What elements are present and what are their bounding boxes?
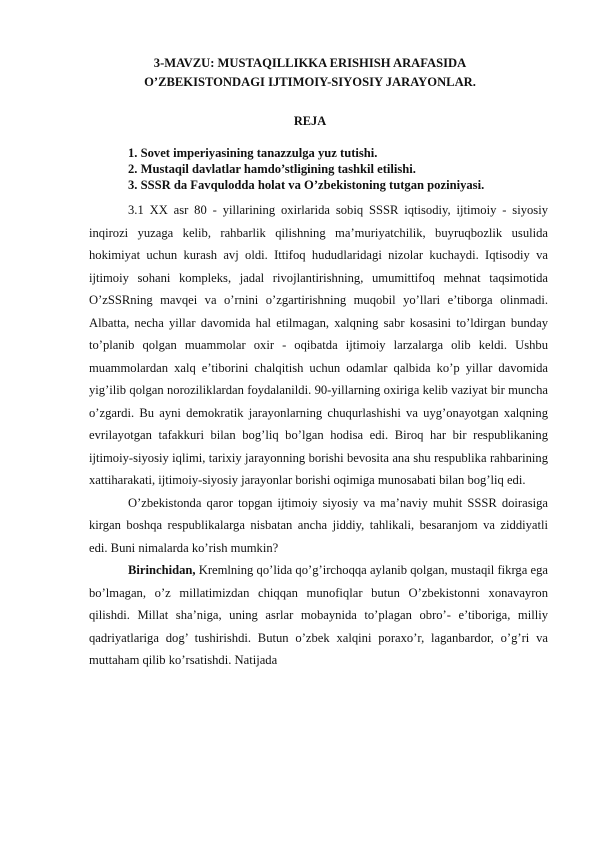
paragraph-1-text: 3.1 XX asr 80 - yillarining oxirlarida sobiq SSSR iqtisodiy, ijtimoiy - siyosiy inqirozi yuzaga kelib, rahbarlik qilishning ma’muriyatchilik, buyruqbozlik usulida hokimiyat uchun kurash avj oldi. Ittifoq hududlaridagi nizolar kuchaydi. Iqtisodiy va ijtimoiy sohani kompleks, jadal rivojlantirishning, umumittifoq mehnat taqsimotida O’zSSRning mavqei va o’rnini o’zgartirishning muqobil yo’llari e’tiborga olinmadi. Albatta, necha yillar davomida hal etilmagan, xalqning sabr kosasini to’ldirgan bunday to’planib qolgan muammolar oxir - oqibatda ijtimoiy larzalarga olib keldi. Ushbu muammolardan xalq e’tiborini chalqitish uchun odamlar qalbida ko’p yillar davomida yig’ilib qolgan noroziliklardan foydalanildi. 90-yillarning oxiriga kelib vaziyat bir muncha o’zgardi. Bu ayni demokratik jarayonlarning chuqurlashishi va uyg’onayotgan xalqning evrilayotgan tafakkuri bilan bog’liq bo’lgan hodisa edi. Biroq har bir respublikaning ijtimoiy-siyosiy iqlimi, tarixiy jarayonning borishi bevosita ana shu respublika rahbarining xattiharakati, ijtimoiy-siyosiy jarayonlar borishi oqimiga munosabati bilan bog’liq edi. <box>89 203 548 487</box>
plan-item-2: 2. Mustaqil davlatlar hamdo’stligining tashkil etilishi. <box>128 162 416 176</box>
plan-item-1: 1. Sovet imperiyasining tanazzulga yuz tutishi. <box>128 146 378 160</box>
paragraph-1 <box>89 199 548 492</box>
paragraph-2-text: O’zbekistonda qaror topgan ijtimoiy siyosiy va ma’naviy muhit SSSR doirasiga kirgan boshqa respublikalarga nisbatan ancha jiddiy, tahlikali, besaranjom va ziddiyatli edi. Buni nimalarda ko’rish mumkin? <box>89 495 548 555</box>
document-title-line-2: O’ZBEKISTONDAGI IJTIMOIY-SIYOSIY JARAYONLAR. <box>144 75 476 89</box>
document-title-line-1: 3-MAVZU: MUSTAQILLIKKA ERISHISH ARAFASIDA <box>153 56 467 70</box>
paragraph-2 <box>89 492 548 560</box>
body-text <box>89 199 548 672</box>
paragraph-3-text: Kremlning qo’lida qo’g’irchoqqa aylanib qolgan, mustaqil fikrga ega bo’lmagan, o’z millatimizdan chiqqan munofiqlar butun O’zbekistonni xonavayron qilishdi. Millat sha’niga, uning asrlar mobaynida to’plagan obro’- e’tiboriga, milliy qadriyatlariga dog’ tushirishdi. Butun o’zbek xalqini poraxo’r, laganbardor, o’g’ri va muttaham qilib ko’rsatishdi. Natijada <box>89 563 548 667</box>
paragraph-3-lead: Birinchidan, <box>128 563 196 577</box>
plan-heading: REJA <box>293 114 327 128</box>
paragraph-3 <box>89 559 548 672</box>
plan-item-3: 3. SSSR da Favqulodda holat va O’zbekistoning tutgan poziniyasi. <box>128 178 485 192</box>
